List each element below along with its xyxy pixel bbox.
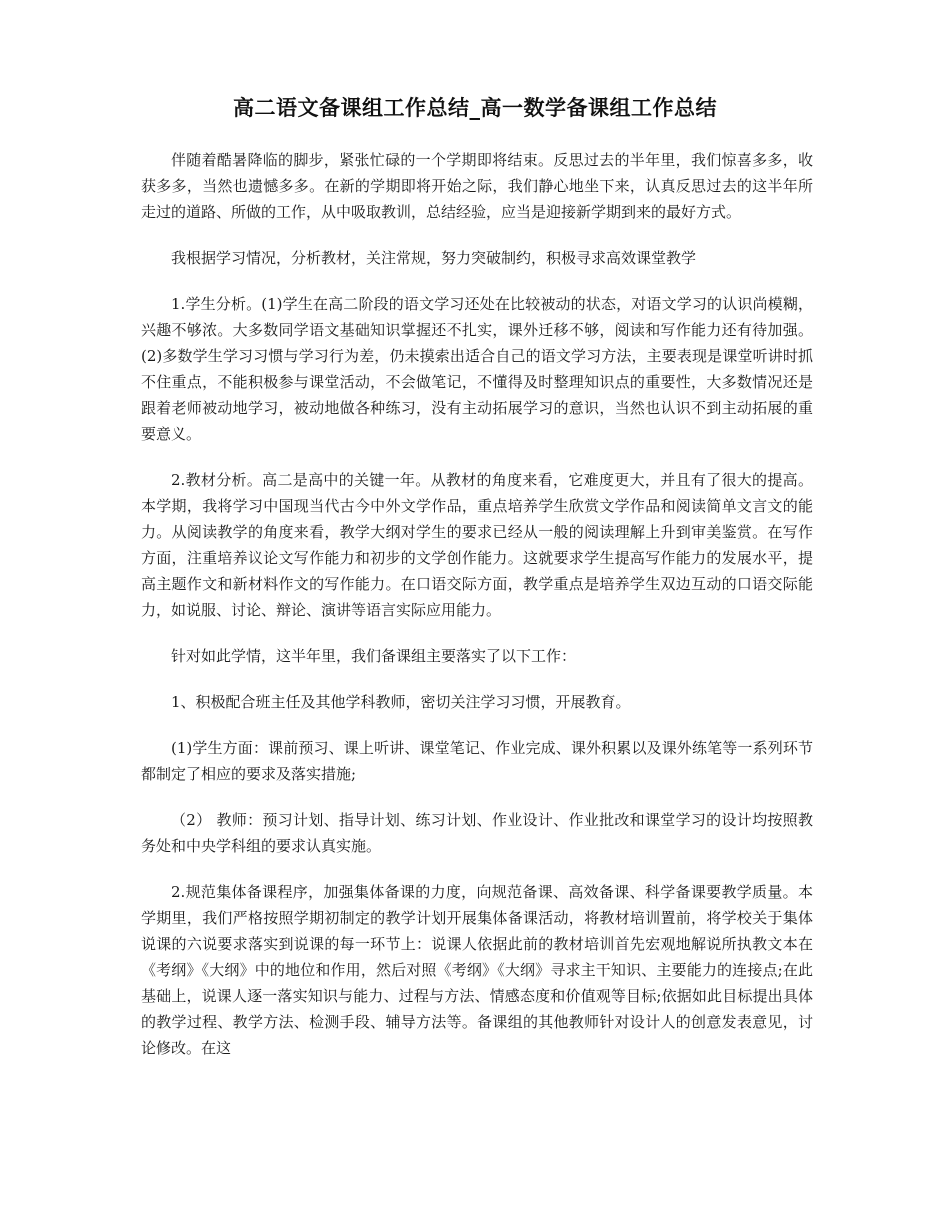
paragraph-intro: 伴随着酷暑降临的脚步，紧张忙碌的一个学期即将结束。反思过去的半年里，我们惊喜多多，收获多多，当然也遗憾多多。在新的学期即将开始之际，我们静心地坐下来，认真反思过去的这半年所走过的道路、所做的工作，从中吸取教训，总结经验，应当是迎接新学期到来的最好方式。 xyxy=(141,151,813,221)
paragraph-item-2: 2.规范集体备课程序，加强集体备课的力度，向规范备课、高效备课、科学备课要教学质量。本学期里，我们严格按照学期初制定的教学计划开展集体备课活动，将教材培训置前，将学校关于集体说课的六说要求落实到说课的每一环节上：说课人依据此前的教材培训首先宏观地解说所执教文本在《考纲》《大纲》中的地位和作用，然后对照《考纲》《大纲》寻求主干知识、主要能力的连接点;在此基础上，说课人逐一落实知识与能力、过程与方法、情感态度和价值观等目标;依据如此目标提出具体的教学过程、教学方法、检测手段、辅导方法等。备课组的其他教师针对设计人的创意发表意见，讨论修改。在这 xyxy=(141,883,813,1057)
paragraph-student-analysis: 1.学生分析。(1)学生在高二阶段的语文学习还处在比较被动的状态，对语文学习的认识尚模糊，兴趣不够浓。大多数同学语文基础知识掌握还不扎实，课外迁移不够，阅读和写作能力还有待加强。(2)多数学生学习习惯与学习行为差，仍未摸索出适合自己的语文学习方法，主要表现是课堂听讲时抓不住重点，不能积极参与课堂活动，不会做笔记，不懂得及时整理知识点的重要性，大多数情况还是跟着老师被动地学习，被动地做各种练习，没有主动拓展学习的意识，当然也认识不到主动拓展的重要意义。 xyxy=(141,295,813,443)
paragraph-item-1: 1、积极配合班主任及其他学科教师，密切关注学习习惯，开展教育。 xyxy=(171,693,631,711)
document-body xyxy=(141,147,813,1081)
paragraph-item-1-teachers: （2） 教师：预习计划、指导计划、练习计划、作业设计、作业批改和课堂学习的设计均按照教务处和中央学科组的要求认真实施。 xyxy=(141,811,813,855)
paragraph-work-intro: 针对如此学情，这半年里，我们备课组主要落实了以下工作： xyxy=(171,647,577,665)
paragraph-approach: 我根据学习情况，分析教材，关注常规，努力突破制约，积极寻求高效课堂教学 xyxy=(171,249,697,267)
paragraph-item-1-students: (1)学生方面：课前预习、课上听讲、课堂笔记、作业完成、课外积累以及课外练笔等一系列环节都制定了相应的要求及落实措施; xyxy=(141,739,813,783)
page-title: 高二语文备课组工作总结_高一数学备课组工作总结 xyxy=(233,95,717,120)
paragraph-textbook-analysis: 2.教材分析。高二是高中的关键一年。从教材的角度来看，它难度更大，并且有了很大的提高。本学期，我将学习中国现当代古今中外文学作品，重点培养学生欣赏文学作品和阅读简单文言文的能力。从阅读教学的角度来看，教学大纲对学生的要求已经从一般的阅读理解上升到审美鉴赏。在写作方面，注重培养议论文写作能力和初步的文学创作能力。这就要求学生提高写作能力的发展水平，提高主题作文和新材料作文的写作能力。在口语交际方面，教学重点是培养学生双边互动的口语交际能力，如说服、讨论、辩论、演讲等语言实际应用能力。 xyxy=(141,471,813,619)
